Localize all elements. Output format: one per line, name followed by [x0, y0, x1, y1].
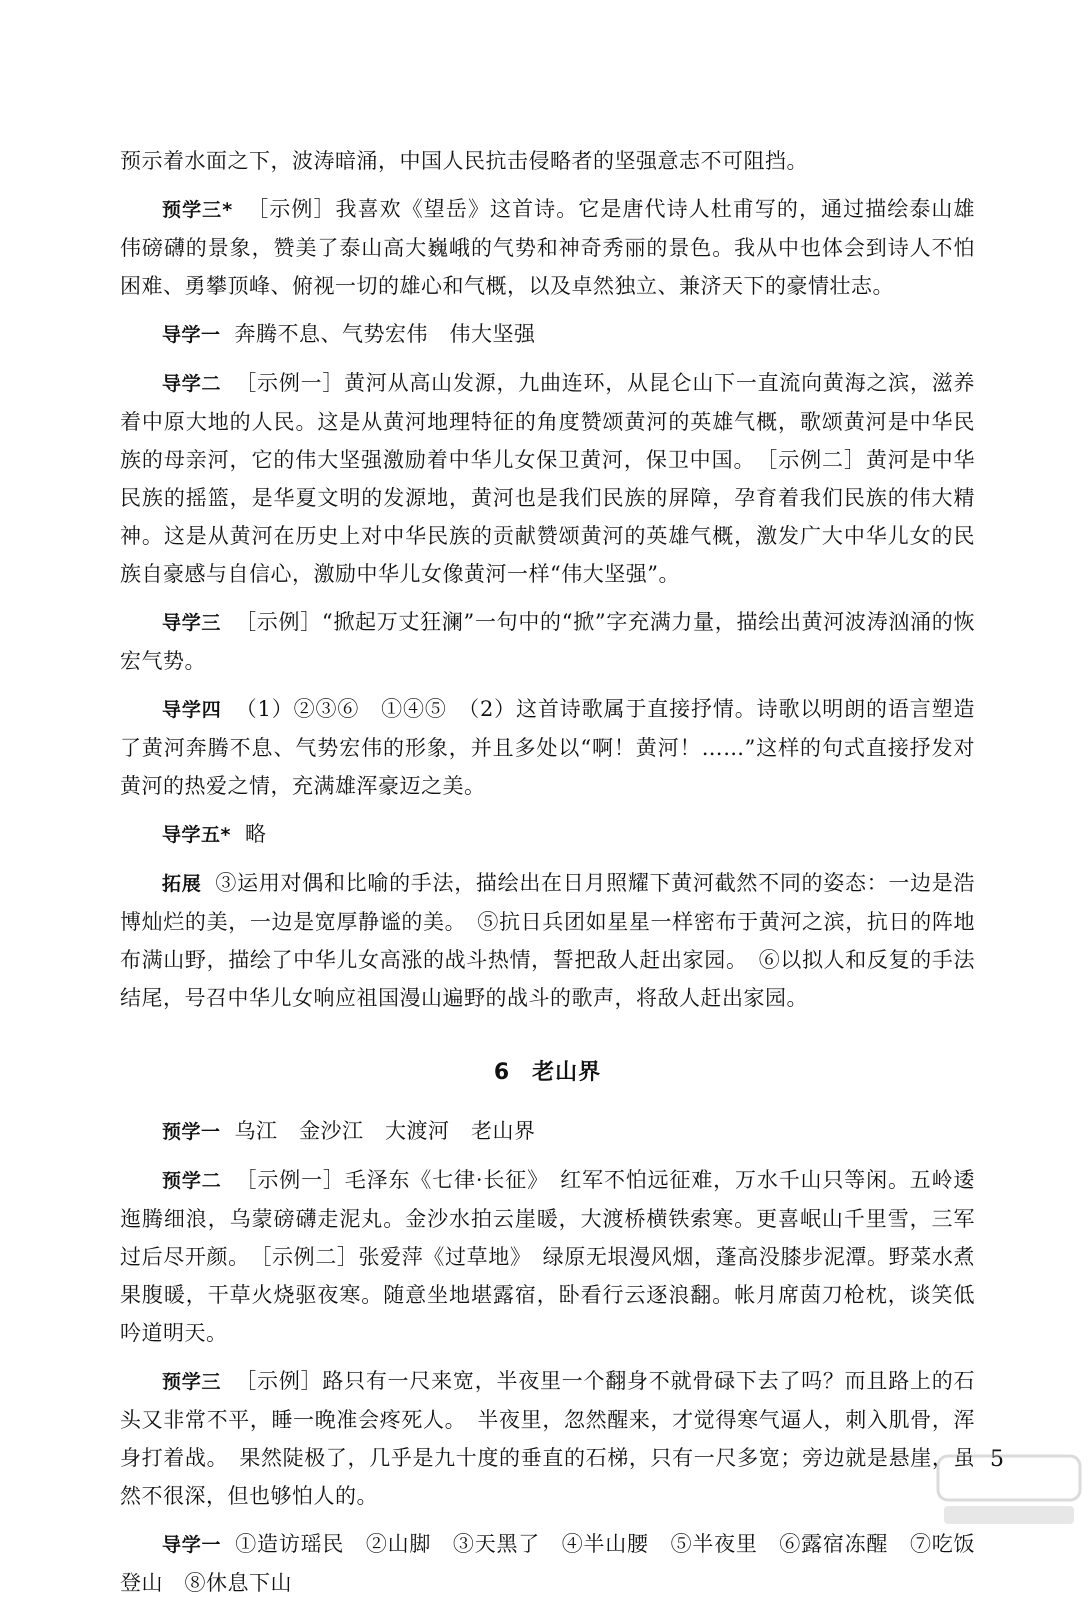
- answer-label: 导学三: [162, 612, 222, 634]
- answer-label: 导学一: [162, 324, 221, 346]
- page-number: 5: [990, 1447, 1004, 1472]
- document-page: [120, 142, 975, 1612]
- answer-paragraph: [120, 315, 975, 354]
- answer-label: 预学二: [162, 1170, 222, 1192]
- answer-blocks: [120, 142, 975, 1017]
- answer-paragraph: [120, 864, 975, 1017]
- answer-paragraph: [120, 1362, 975, 1515]
- answer-text: ［示例一］黄河从高山发源，九曲连环，从昆仑山下一直流向黄海之滨，滋养着中原大地的人民。这是从黄河地理特征的角度赞颂黄河的英雄气概，歌颂黄河是中华民族的母亲河，它的伟大坚强激励着中华儿女保卫黄河，保卫中国。 ［示例二］黄河是中华民族的摇篮，是华夏文明的发源地，黄河也是我们民族的屏障，孕育着我们民族的伟大精神。这是从黄河在历史上对中华民族的贡献赞颂黄河的英雄气概，激发广大中华儿女的民族自豪感与自信心，激励中华儿女像黄河一样“伟大坚强”。: [120, 371, 975, 586]
- watermark-logo: [934, 1450, 1084, 1530]
- answer-text: ［示例］我喜欢《望岳》这首诗。它是唐代诗人杜甫写的，通过描绘泰山雄伟磅礴的景象，赞美了泰山高大巍峨的气势和神奇秀丽的景色。我从中也体会到诗人不怕困难、勇攀顶峰、俯视一切的雄心和气概，以及卓然独立、兼济天下的豪情壮志。: [120, 197, 976, 298]
- answer-paragraph: [120, 815, 975, 854]
- answer-label: 预学一: [162, 1121, 221, 1143]
- answer-label: 预学三*: [162, 199, 233, 221]
- answer-paragraph: [120, 603, 975, 680]
- answer-label: 拓展: [162, 873, 202, 895]
- answer-paragraph: [120, 1525, 975, 1602]
- answer-text: 乌江 金沙江 大渡河 老山界: [234, 1119, 536, 1143]
- answer-label: 导学五*: [162, 824, 231, 846]
- answer-text: ③运用对偶和比喻的手法，描绘出在日月照耀下黄河截然不同的姿态：一边是浩博灿烂的美，一边是宽厚静谧的美。 ⑤抗日兵团如星星一样密布于黄河之滨，抗日的阵地布满山野，描绘了中华儿女高涨的战斗热情，誓把敌人赶出家园。 ⑥以拟人和反复的手法结尾，号召中华儿女响应祖国漫山遍野的战斗的歌声，将敌人赶出家园。: [120, 871, 975, 1010]
- answer-paragraph: [120, 190, 975, 305]
- answer-text: ［示例一］毛泽东《七律·长征》 红军不怕远征难，万水千山只等闲。五岭逶迤腾细浪，乌蒙磅礴走泥丸。金沙水拍云崖暖，大渡桥横铁索寒。更喜岷山千里雪，三军过后尽开颜。 ［示例二］张爱萍《过草地》 绿原无垠漫风烟，蓬高没膝步泥潭。野菜水煮果腹暖，干草火烧驱夜寒。随意坐地堪露宿，卧看行云逐浪翻。帐月席茵刀枪枕，谈笑低吟道明天。: [120, 1168, 975, 1345]
- answer-text: ［示例］路只有一尺来宽，半夜里一个翻身不就骨碌下去了吗？而且路上的石头又非常不平，睡一晚准会疼死人。 半夜里，忽然醒来，才觉得寒气逼人，刺入肌骨，浑身打着战。 果然陡极了，几乎是九十度的垂直的石梯，只有一尺多宽；旁边就是悬崖，虽然不很深，但也够怕人的。: [120, 1369, 975, 1508]
- section-title-text: 老山界: [532, 1060, 602, 1085]
- answer-paragraph: [120, 1112, 975, 1151]
- answer-label: 导学一: [162, 1534, 222, 1556]
- answer-label: 导学四: [162, 699, 222, 721]
- answer-paragraph: [120, 142, 975, 180]
- answer-blocks-section-6: [120, 1112, 975, 1602]
- answer-paragraph: [120, 690, 975, 805]
- answer-label: 预学三: [162, 1371, 222, 1393]
- answer-text: 略: [244, 822, 267, 846]
- answer-label: 导学二: [162, 373, 222, 395]
- answer-paragraph: [120, 1161, 975, 1352]
- section-number: 6: [493, 1060, 511, 1085]
- answer-text: 奔腾不息、气势宏伟 伟大坚强: [234, 322, 536, 346]
- answer-text: ①造访瑶民 ②山脚 ③天黑了 ④半山腰 ⑤半夜里 ⑥露宿冻醒 ⑦吃饭登山 ⑧休息下山: [120, 1532, 975, 1595]
- answer-text: 预示着水面之下，波涛暗涌，中国人民抗击侵略者的坚强意志不可阻挡。: [120, 149, 808, 173]
- answer-paragraph: [120, 364, 975, 593]
- answer-text: （1）②③⑥ ①④⑤ （2）这首诗歌属于直接抒情。诗歌以明朗的语言塑造了黄河奔腾不息、气势宏伟的形象，并且多处以“啊！黄河！……”这样的句式直接抒发对黄河的热爱之情，充满雄浑豪迈之美。: [120, 697, 975, 798]
- answer-text: ［示例］“掀起万丈狂澜”一句中的“掀”字充满力量，描绘出黄河波涛汹涌的恢宏气势。: [120, 610, 975, 673]
- section-heading: [120, 1055, 975, 1086]
